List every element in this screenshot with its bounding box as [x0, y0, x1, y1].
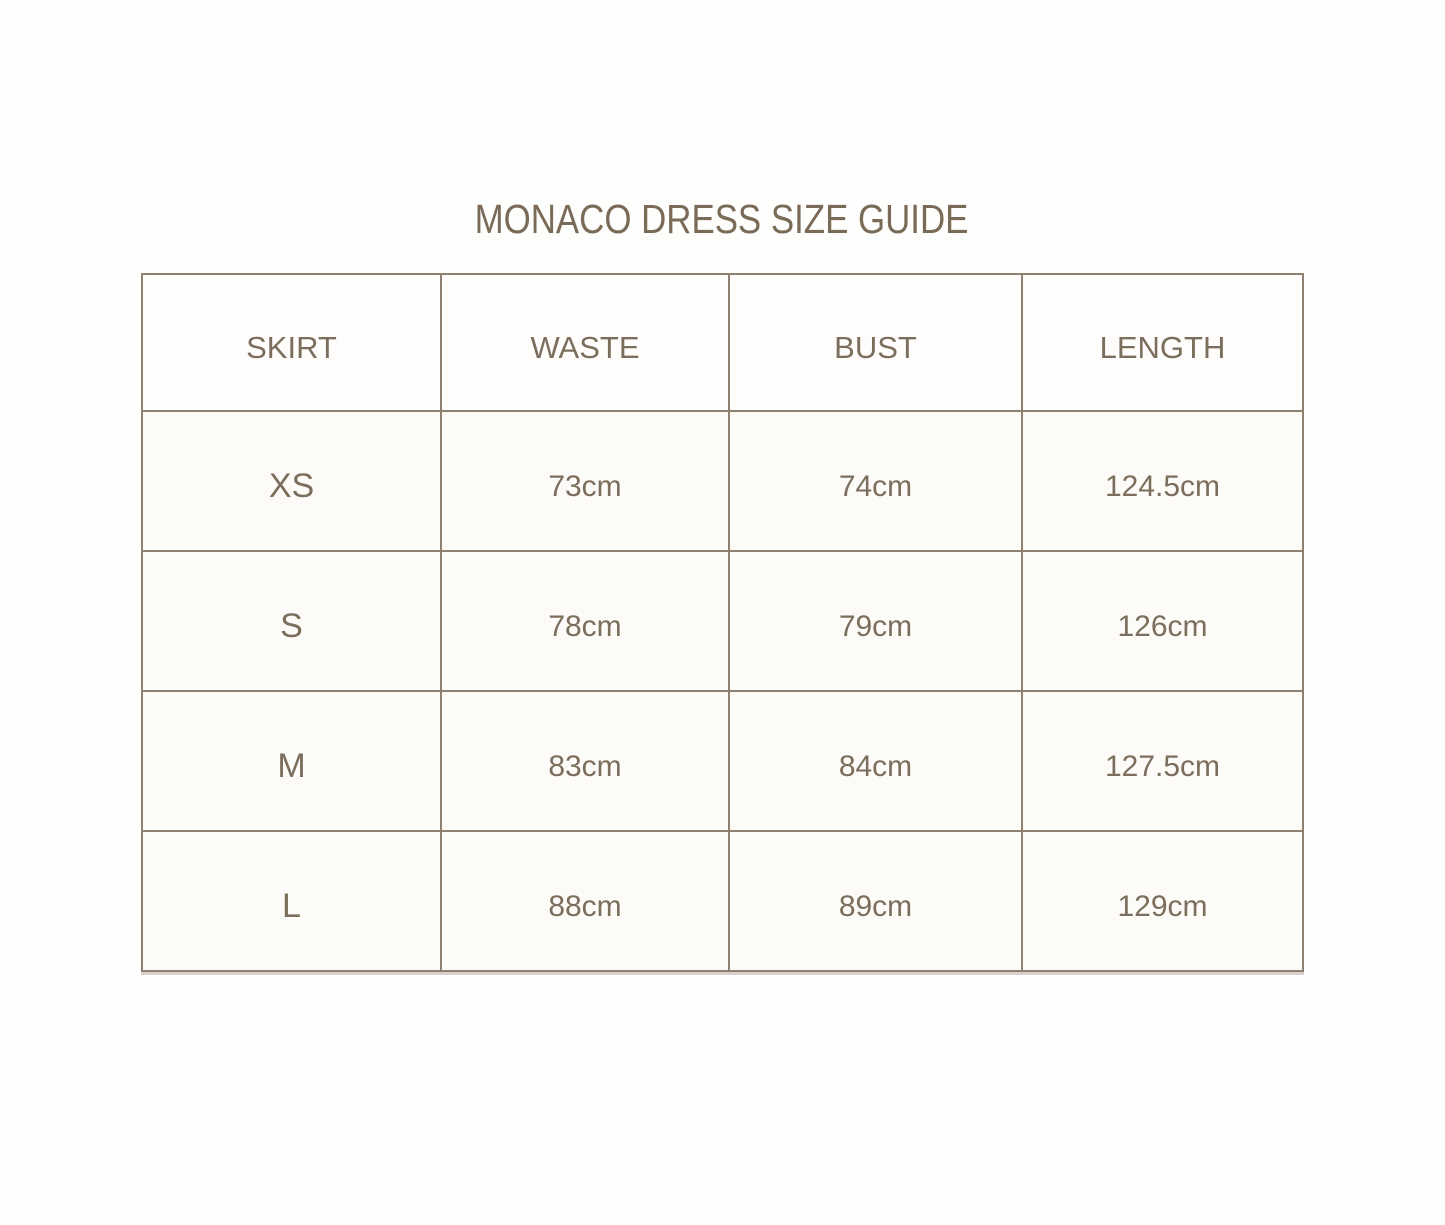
size-label: S — [142, 551, 441, 691]
table-row-l — [142, 831, 1303, 971]
waste-value: 78cm — [441, 551, 729, 691]
column-header-bust: BUST — [729, 274, 1022, 411]
length-value: 124.5cm — [1022, 411, 1303, 551]
table-header-row — [142, 274, 1303, 411]
size-label: XS — [142, 411, 441, 551]
page-title: MONACO DRESS SIZE GUIDE — [474, 196, 969, 242]
length-value: 127.5cm — [1022, 691, 1303, 831]
bust-value: 84cm — [729, 691, 1022, 831]
table-row-m — [142, 691, 1303, 831]
length-value: 129cm — [1022, 831, 1303, 971]
column-header-length: LENGTH — [1022, 274, 1303, 411]
bust-value: 79cm — [729, 551, 1022, 691]
bust-value: 74cm — [729, 411, 1022, 551]
column-header-skirt: SKIRT — [142, 274, 441, 411]
bust-value: 89cm — [729, 831, 1022, 971]
column-header-waste: WASTE — [441, 274, 729, 411]
waste-value: 88cm — [441, 831, 729, 971]
waste-value: 73cm — [441, 411, 729, 551]
size-label: M — [142, 691, 441, 831]
size-guide-table — [141, 273, 1304, 972]
waste-value: 83cm — [441, 691, 729, 831]
size-label: L — [142, 831, 441, 971]
table-row-xs — [142, 411, 1303, 551]
table-row-s — [142, 551, 1303, 691]
length-value: 126cm — [1022, 551, 1303, 691]
